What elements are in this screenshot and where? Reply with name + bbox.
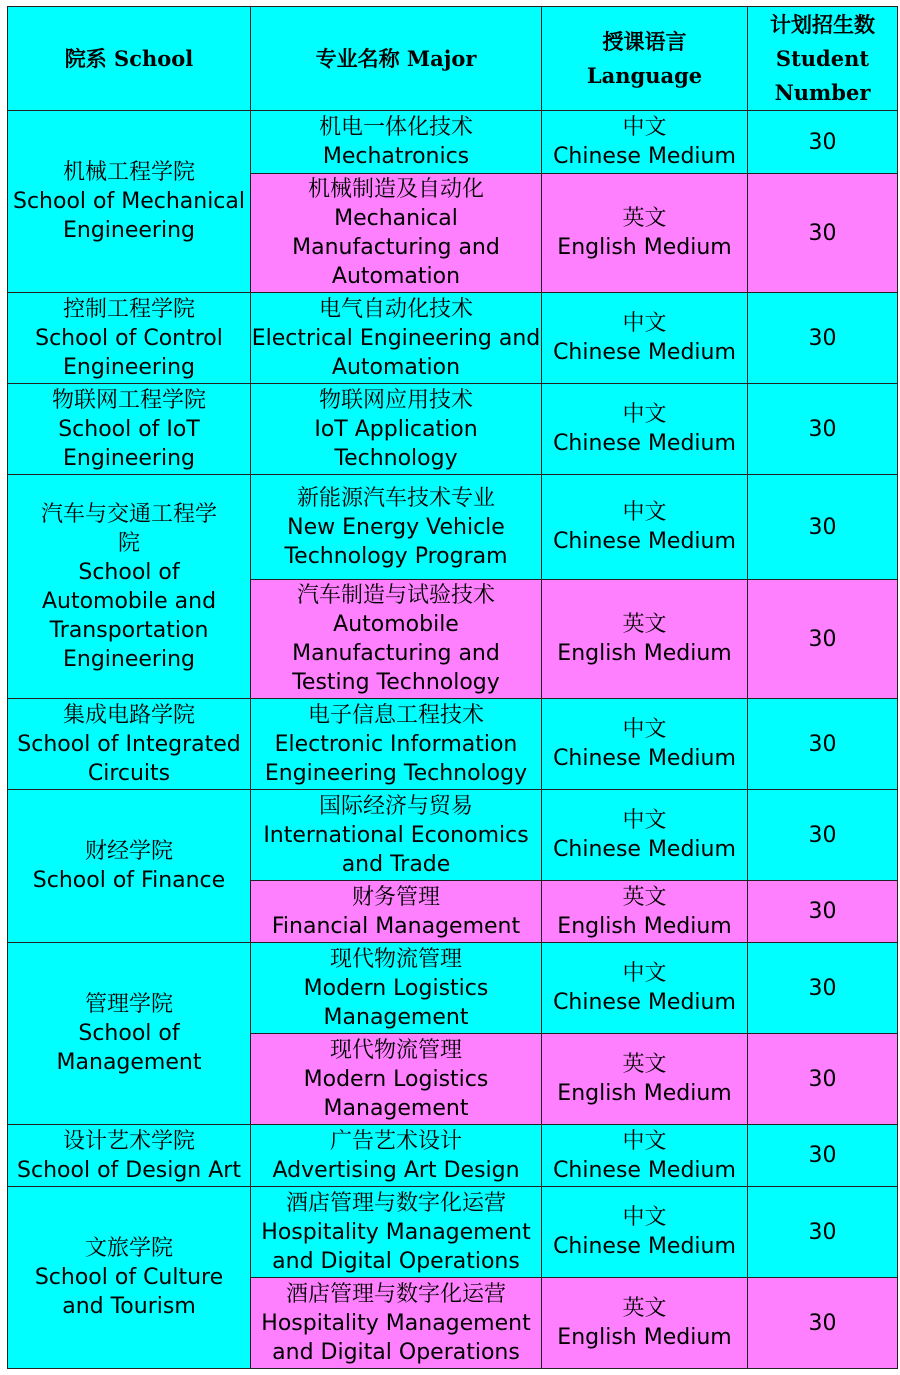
student-number-cell: 30 [748,1125,898,1187]
student-number-cell: 30 [748,475,898,580]
school-cell: 物联网工程学院 School of IoT Engineering [8,384,251,475]
header-language: 授课语言 Language [542,7,748,111]
major-cell: 酒店管理与数字化运营 Hospitality Management and Digital Operations [251,1187,542,1278]
student-number-cell: 30 [748,1278,898,1369]
table-row [8,1187,898,1278]
language-cell: 中文 Chinese Medium [542,1125,748,1187]
table-row [8,111,898,174]
language-cell: 中文 Chinese Medium [542,943,748,1034]
language-cell: 中文 Chinese Medium [542,293,748,384]
student-number-cell: 30 [748,293,898,384]
major-cell: 现代物流管理 Modern Logistics Management [251,1034,542,1125]
school-cell: 财经学院 School of Finance [8,790,251,943]
major-cell: 电子信息工程技术 Electronic Information Engineering Technology [251,699,542,790]
school-cell: 管理学院 School of Management [8,943,251,1125]
language-cell: 英文 English Medium [542,881,748,943]
student-number-cell: 30 [748,790,898,881]
table-row [8,475,898,580]
student-number-cell: 30 [748,881,898,943]
student-number-cell: 30 [748,580,898,699]
language-cell: 中文 Chinese Medium [542,1187,748,1278]
major-cell: 国际经济与贸易 International Economics and Trade [251,790,542,881]
school-cell: 控制工程学院 School of Control Engineering [8,293,251,384]
major-cell: 广告艺术设计 Advertising Art Design [251,1125,542,1187]
table-row [8,1125,898,1187]
major-cell: 新能源汽车技术专业 New Energy Vehicle Technology Program [251,475,542,580]
header-major: 专业名称 Major [251,7,542,111]
student-number-cell: 30 [748,384,898,475]
major-cell: 机械制造及自动化 Mechanical Manufacturing and Automation [251,174,542,293]
header-row [8,7,898,111]
language-cell: 英文 English Medium [542,1034,748,1125]
major-cell: 电气自动化技术 Electrical Engineering and Automation [251,293,542,384]
school-cell: 汽车与交通工程学 院 School of Automobile and Transportation Engineering [8,475,251,699]
major-cell: 酒店管理与数字化运营 Hospitality Management and Digital Operations [251,1278,542,1369]
major-cell: 汽车制造与试验技术 Automobile Manufacturing and Testing Technology [251,580,542,699]
header-school: 院系 School [8,7,251,111]
student-number-cell: 30 [748,1187,898,1278]
student-number-cell: 30 [748,1034,898,1125]
school-cell: 集成电路学院 School of Integrated Circuits [8,699,251,790]
major-cell: 财务管理 Financial Management [251,881,542,943]
student-number-cell: 30 [748,111,898,174]
school-cell: 设计艺术学院 School of Design Art [8,1125,251,1187]
language-cell: 英文 English Medium [542,580,748,699]
table-row [8,790,898,881]
school-cell: 文旅学院 School of Culture and Tourism [8,1187,251,1369]
table-row [8,699,898,790]
header-student-number: 计划招生数 Student Number [748,7,898,111]
school-cell: 机械工程学院 School of Mechanical Engineering [8,111,251,293]
language-cell: 英文 English Medium [542,1278,748,1369]
programs-table [7,6,898,1369]
student-number-cell: 30 [748,943,898,1034]
language-cell: 中文 Chinese Medium [542,699,748,790]
major-cell: 现代物流管理 Modern Logistics Management [251,943,542,1034]
language-cell: 中文 Chinese Medium [542,475,748,580]
table-row [8,384,898,475]
table-row [8,943,898,1034]
language-cell: 中文 Chinese Medium [542,790,748,881]
language-cell: 中文 Chinese Medium [542,111,748,174]
student-number-cell: 30 [748,174,898,293]
table-row [8,293,898,384]
language-cell: 英文 English Medium [542,174,748,293]
student-number-cell: 30 [748,699,898,790]
major-cell: 物联网应用技术 IoT Application Technology [251,384,542,475]
language-cell: 中文 Chinese Medium [542,384,748,475]
major-cell: 机电一体化技术 Mechatronics [251,111,542,174]
